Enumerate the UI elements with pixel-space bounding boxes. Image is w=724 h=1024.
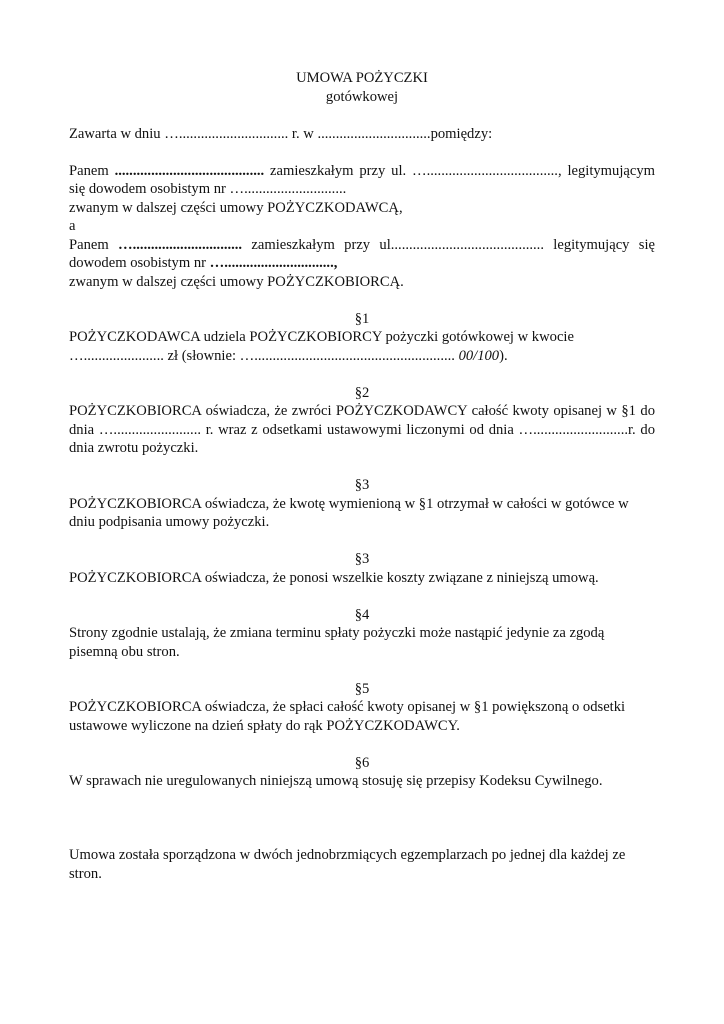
lender-party bbox=[69, 162, 655, 199]
borrower-designation: zwanym w dalszej części umowy POŻYCZKOBIORCĄ. bbox=[69, 273, 404, 290]
contract-date-place: Zawarta w dniu ….............................. r. w ...............................pomiędzy: bbox=[69, 125, 493, 142]
section-text: W sprawach nie uregulowanych niniejszą umową stosuję się przepisy Kodeksu Cywilnego. bbox=[69, 773, 603, 789]
document-title: UMOWA POŻYCZKI bbox=[296, 70, 428, 86]
borrower-address-id: zamieszkałym przy ul.......................................... legitymujący się dowodem osobistym nr bbox=[69, 236, 655, 271]
section-symbol: §5 bbox=[354, 680, 370, 697]
borrower-name-blank: ….............................. bbox=[118, 236, 243, 253]
section-symbol: §3 bbox=[354, 551, 370, 567]
section-text: POŻYCZKOBIORCA oświadcza, że spłaci całość kwoty opisanej w §1 powiększoną o odsetki ustawowe wyliczone na dzień spłaty do rąk POŻYCZKODAWCY. bbox=[69, 699, 626, 734]
borrower-id-blank: ….............................. bbox=[209, 255, 334, 271]
document-body bbox=[69, 69, 655, 883]
section-symbol: §3 bbox=[354, 477, 370, 493]
section-text-end: ). bbox=[499, 347, 508, 364]
closing-statement: Umowa została sporządzona w dwóch jednobrzmiących egzemplarzach po jednej dla każdej ze stron. bbox=[69, 847, 626, 882]
lender-name-blank: ......................................... bbox=[114, 162, 265, 179]
section-symbol: §4 bbox=[354, 606, 370, 623]
conjunction: a bbox=[69, 218, 76, 234]
section-text bbox=[69, 328, 655, 365]
section-text: Strony zgodnie ustalają, że zmiana terminu spłaty pożyczki może nastąpić jedynie za zgodą pisemną obu stron. bbox=[69, 625, 605, 660]
section-text: POŻYCZKOBIORCA oświadcza, że zwróci POŻYCZKODAWCY całość kwoty opisanej w §1 do dnia …........................ r. wraz z odsetkami ustawowymi liczonymi od dnia …..........................r. do dnia zwrotu pożyczki. bbox=[69, 403, 655, 456]
lender-prefix: Panem bbox=[69, 162, 115, 179]
borrower-prefix: Panem bbox=[69, 236, 119, 253]
borrower-id-suffix: , bbox=[333, 255, 338, 271]
borrower-party bbox=[69, 236, 655, 273]
section-text: POŻYCZKOBIORCA oświadcza, że ponosi wszelkie koszty związane z niniejszą umową. bbox=[69, 569, 599, 586]
lender-address-id: zamieszkałym przy ul. …...................................., legitymującym się dowodem osobistym nr …............................ bbox=[69, 162, 655, 197]
document-subtitle: gotówkowej bbox=[325, 88, 399, 105]
section-symbol: §6 bbox=[354, 754, 370, 771]
section-symbol: §2 bbox=[354, 384, 370, 401]
section-text-main: POŻYCZKODAWCA udziela POŻYCZKOBIORCY pożyczki gotówkowej w kwocie …...................... zł (słownie: …....................................................... bbox=[69, 329, 574, 364]
lender-designation: zwanym w dalszej części umowy POŻYCZKODAWCĄ, bbox=[69, 199, 403, 216]
section-text: POŻYCZKOBIORCA oświadcza, że kwotę wymienioną w §1 otrzymał w całości w gotówce w dniu podpisania umowy pożyczki. bbox=[69, 495, 629, 530]
section-symbol: §1 bbox=[354, 310, 370, 327]
section-text-italic: 00/100 bbox=[458, 347, 500, 364]
